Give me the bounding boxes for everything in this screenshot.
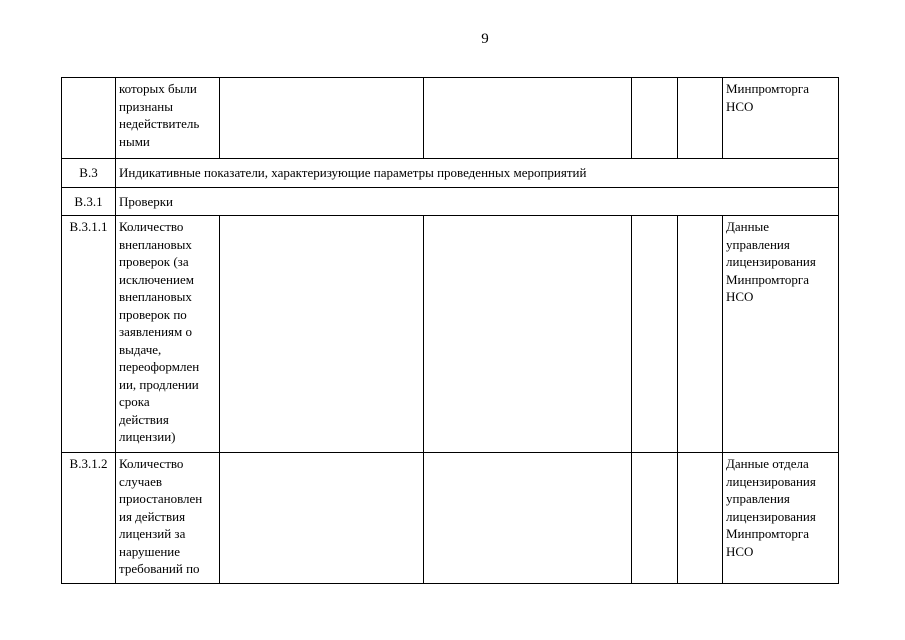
section-code: В.3 [62,159,116,188]
subsection-title: Проверки [116,188,839,216]
indicators-table [61,77,839,584]
row-code: В.3.1.2 [62,453,116,584]
data-source: Данные управления лицензирования Минпромторга НСО [723,216,839,453]
empty-cell [220,78,424,159]
empty-cell [632,216,678,453]
indicator-name: Количество случаев приостановлен ия действия лицензий за нарушение требований по [116,453,220,584]
table-row [62,453,839,584]
section-row [62,188,839,216]
empty-cell [678,78,723,159]
row-code: В.3.1.1 [62,216,116,453]
empty-cell [220,216,424,453]
indicator-name: Количество внеплановых проверок (за исключением внеплановых проверок по заявлениям о выдаче, переоформлен ии, продлении срока действия лицензии) [116,216,220,453]
row-code [62,78,116,159]
data-source: Данные отдела лицензирования управления лицензирования Минпромторга НСО [723,453,839,584]
table-row [62,78,839,159]
empty-cell [632,78,678,159]
table-row [62,216,839,453]
empty-cell [678,216,723,453]
data-source: Минпромторга НСО [723,78,839,159]
indicator-name: которых были признаны недействитель ными [116,78,220,159]
empty-cell [678,453,723,584]
section-title: Индикативные показатели, характеризующие параметры проведенных мероприятий [116,159,839,188]
page-number: 9 [481,31,489,47]
empty-cell [632,453,678,584]
section-row [62,159,839,188]
empty-cell [424,216,632,453]
empty-cell [424,453,632,584]
empty-cell [424,78,632,159]
subsection-code: В.3.1 [62,188,116,216]
empty-cell [220,453,424,584]
